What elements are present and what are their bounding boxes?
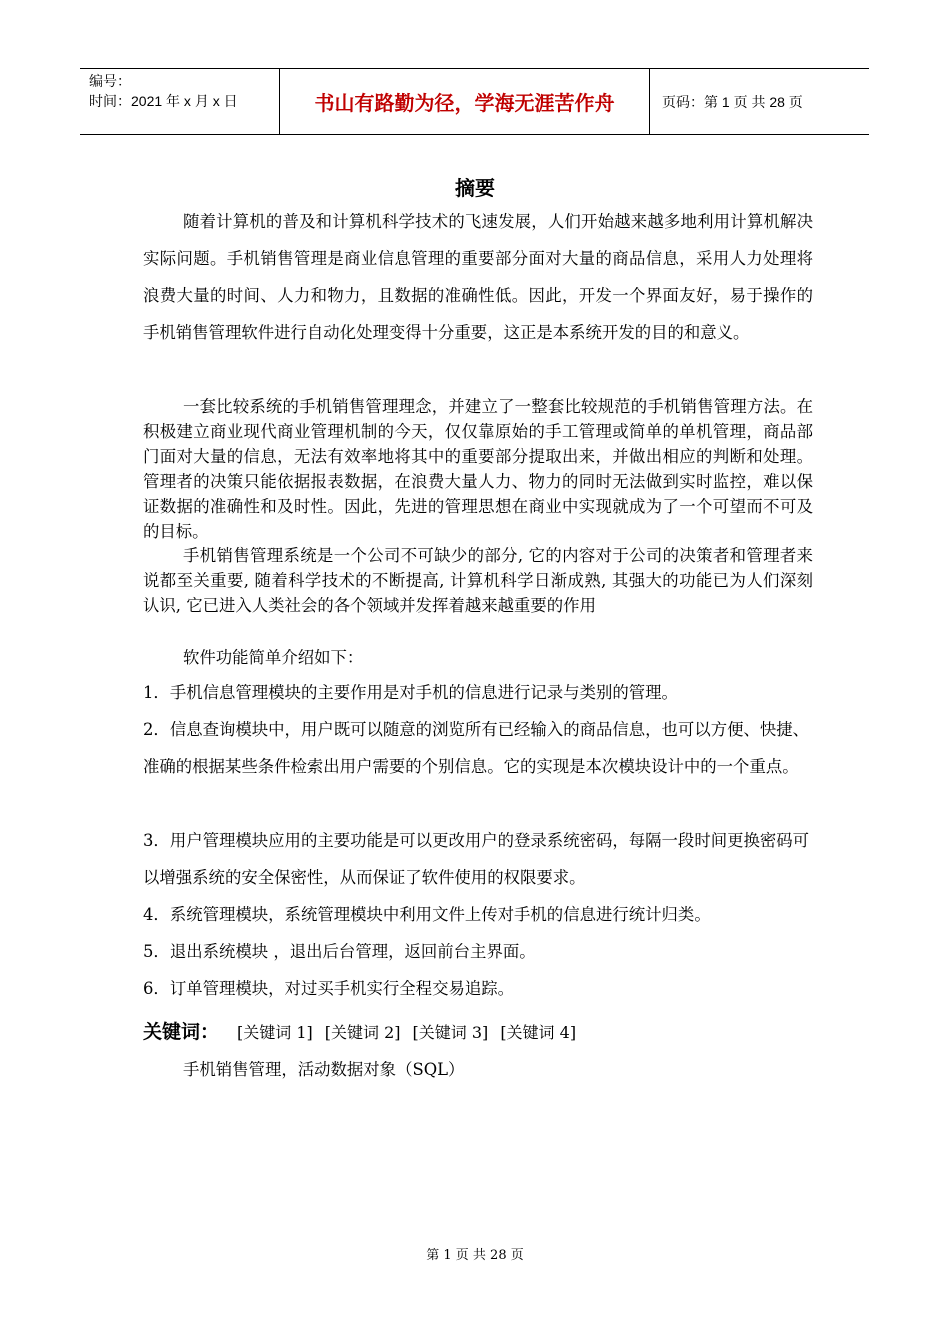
page-title: 摘要 [455, 176, 495, 200]
page-info-cell [650, 69, 869, 134]
list-item: 6．订单管理模块，对过买手机实行全程交易追踪。 [143, 979, 515, 998]
page-footer: 第 1 页 共 28 页 [426, 1248, 524, 1263]
paragraph-system-importance: 手机销售管理系统是一个公司不可缺少的部分, 它的内容对于公司的决策者和管理者来说都至关重要, 随着科学技术的不断提高, 计算机科学日渐成熟, 其强大的功能已为人们深刻认识, 它已进入人类社会的各个领域并发挥着越来越重要的作用 [143, 546, 813, 615]
keywords-row [143, 1017, 588, 1044]
header-meta-cell [80, 69, 280, 134]
keywords-content: 手机销售管理，活动数据对象（SQL） [183, 1060, 465, 1079]
keyword-placeholder: [关键词 2] [324, 1023, 401, 1042]
motto-cell [280, 69, 650, 134]
number-label: 编号： [89, 73, 131, 89]
keyword-placeholder: [关键词 1] [237, 1023, 313, 1042]
list-item: 3．用户管理模块应用的主要功能是可以更改用户的登录系统密码，每隔一段时间更换密码可以增强系统的安全保密性，从而保证了软件使用的权限要求。 [143, 831, 810, 887]
keywords-label: 关键词： [143, 1021, 220, 1043]
motto-text: 书山有路勤为径，学海无涯苦作舟 [314, 91, 615, 115]
list-item: 4．系统管理模块，系统管理模块中利用文件上传对手机的信息进行统计归类。 [143, 905, 711, 924]
list-item: 5．退出系统模块 ，退出后台管理，返回前台主界面。 [143, 942, 536, 961]
paragraph-intro: 随着计算机的普及和计算机科学技术的飞速发展，人们开始越来越多地利用计算机解决实际问题。手机销售管理是商业信息管理的重要部分面对大量的商品信息，采用人力处理将浪费大量的时间、人力和物力，且数据的准确性低。因此，开发一个界面友好，易于操作的手机销售管理软件进行自动化处理变得十分重要，这正是本系统开发的目的和意义。 [143, 212, 813, 342]
page-info-text: 页码：第 1 页 共 28 页 [662, 93, 803, 110]
paragraph-management-concept: 一套比较系统的手机销售管理理念，并建立了一整套比较规范的手机销售管理方法。在积极建立商业现代商业管理机制的今天，仅仅靠原始的手工管理或简单的单机管理，商品部门面对大量的信息，无法有效率地将其中的重要部分提取出来，并做出相应的判断和处理。管理者的决策只能依据报表数据，在浪费大量人力、物力的同时无法做到实时监控，难以保证数据的准确性和及时性。因此，先进的管理思想在商业中实现就成为了一个可望而不可及的目标。 [143, 397, 813, 541]
keyword-placeholder: [关键词 4] [500, 1023, 577, 1042]
list-item: 1．手机信息管理模块的主要作用是对手机的信息进行记录与类别的管理。 [143, 683, 678, 702]
paragraph-feature-intro: 软件功能简单介绍如下： [183, 648, 364, 667]
keyword-placeholder: [关键词 3] [412, 1023, 489, 1042]
date-label: 时间：2021 年 x 月 x 日 [89, 93, 238, 109]
header-table [80, 68, 869, 135]
list-item: 2．信息查询模块中，用户既可以随意的浏览所有已经输入的商品信息，也可以方便、快捷、准确的根据某些条件检索出用户需要的个别信息。它的实现是本次模块设计中的一个重点。 [143, 720, 810, 776]
